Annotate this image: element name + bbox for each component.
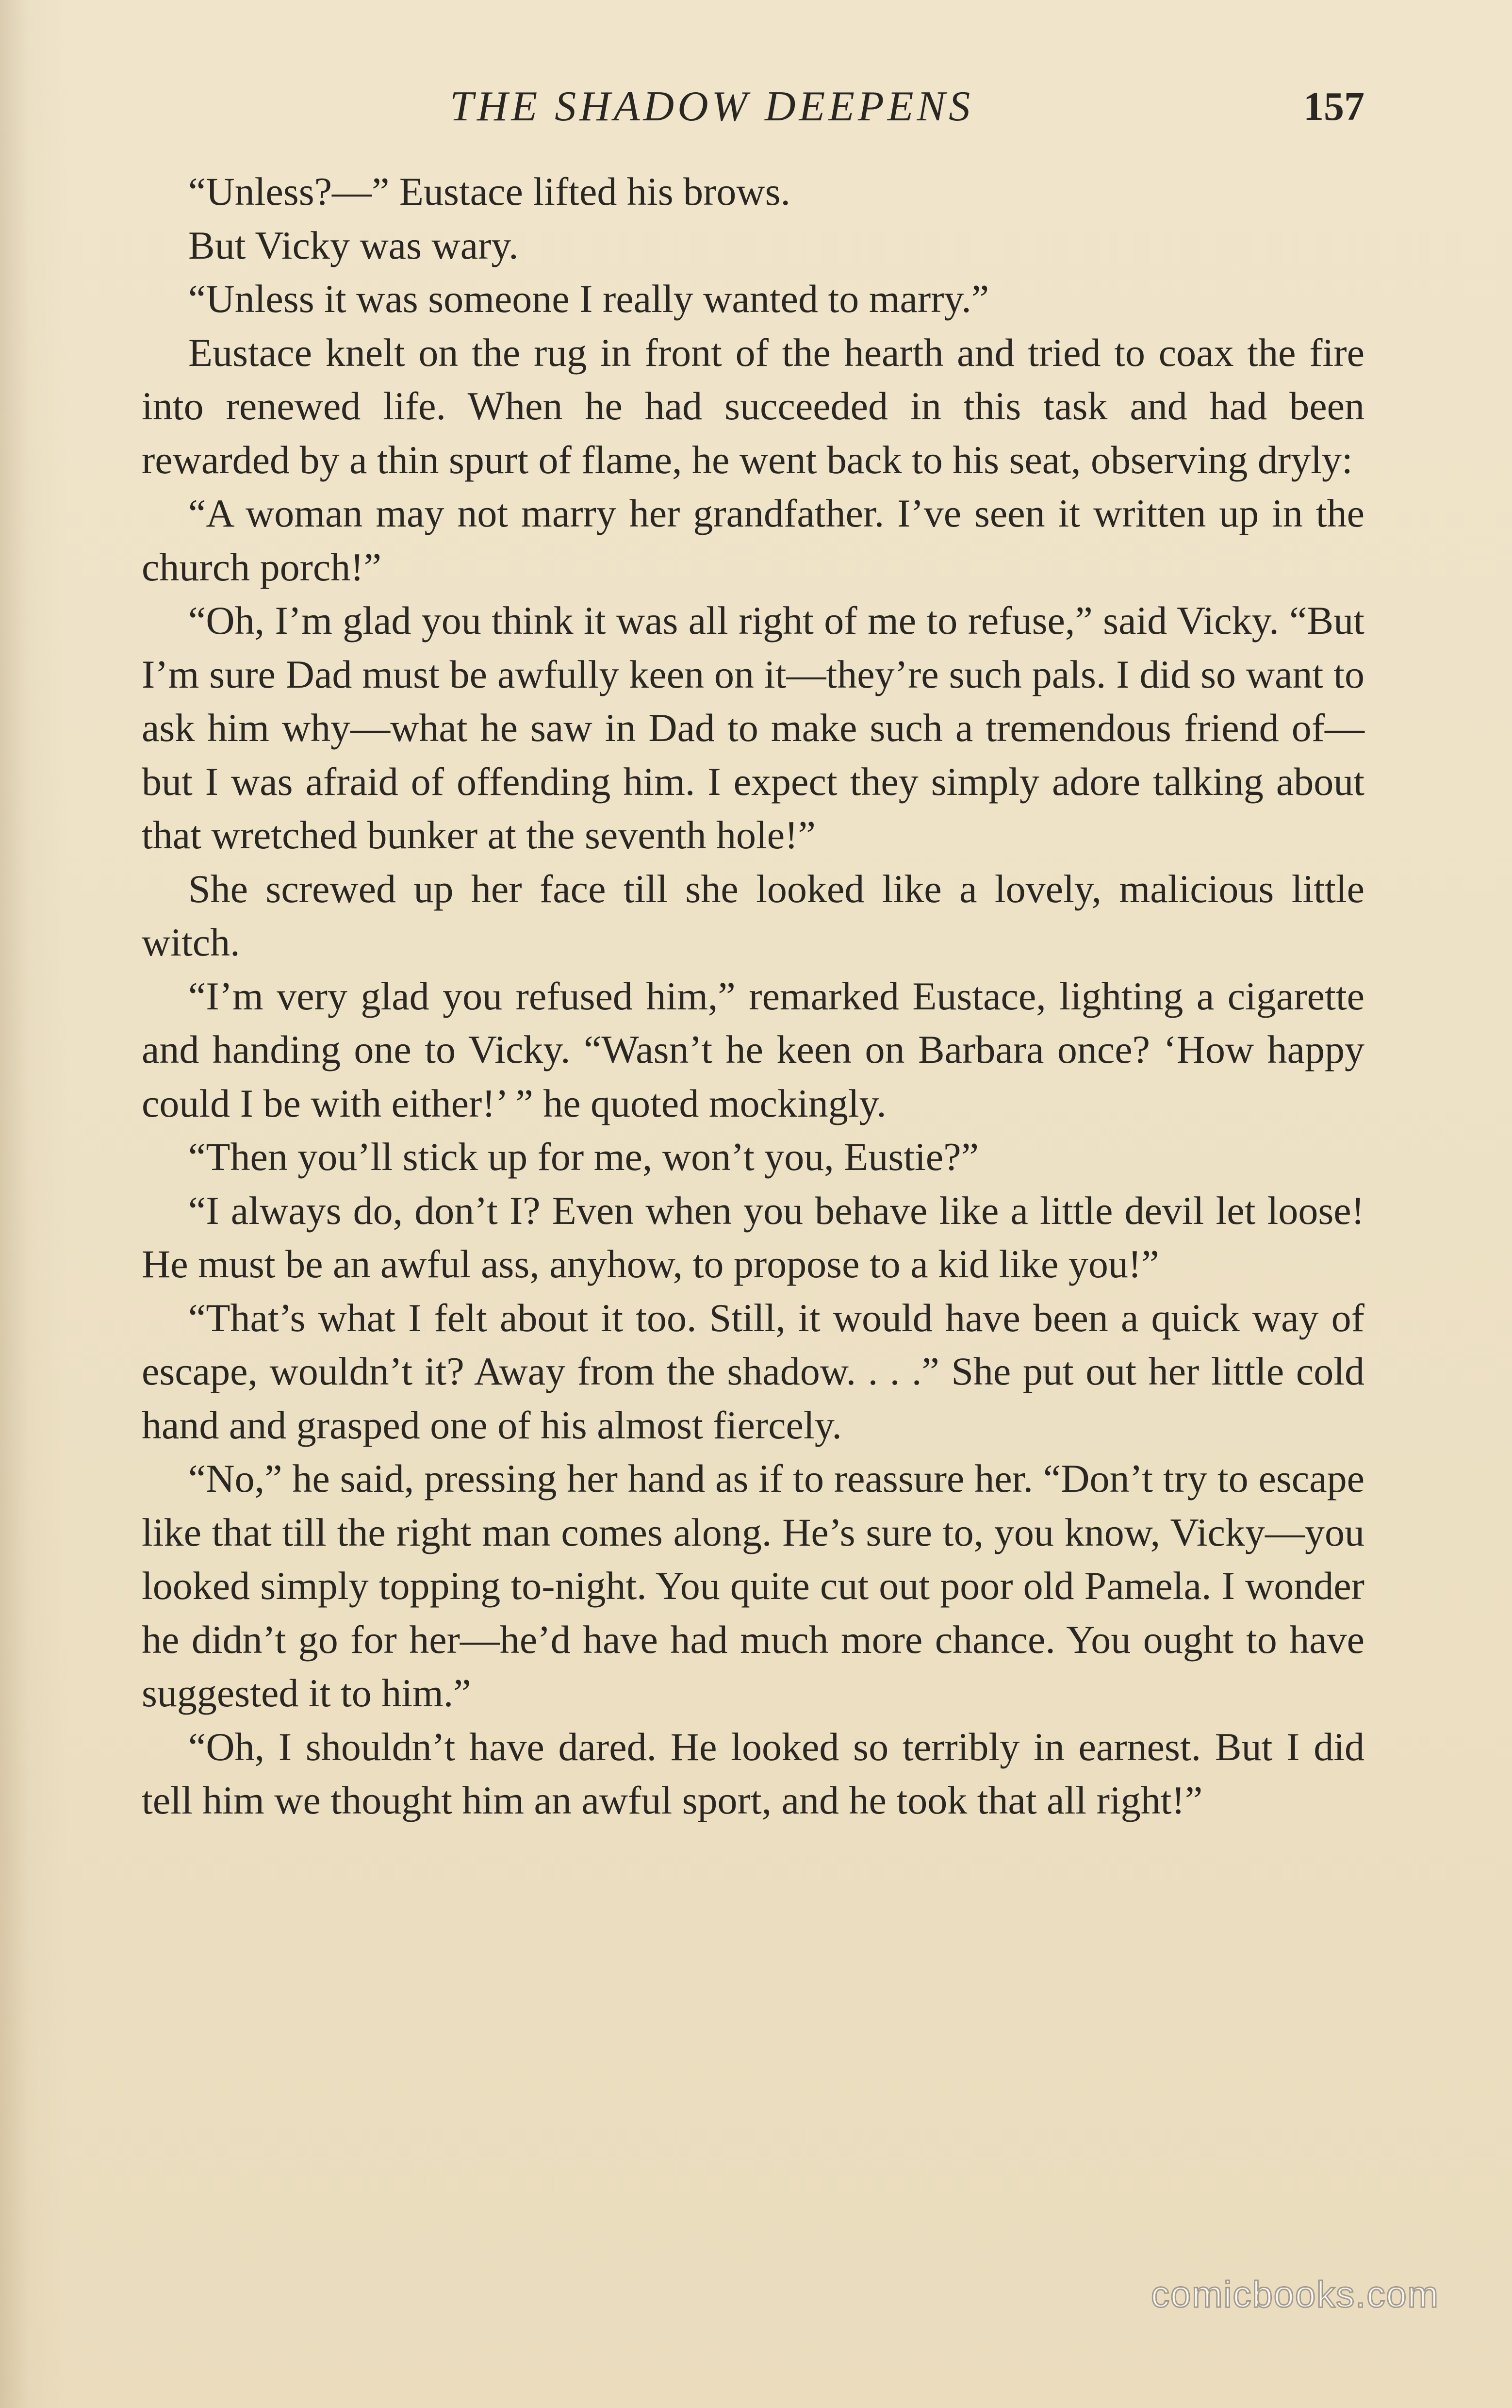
paragraph: But Vicky was wary. [188, 223, 519, 267]
watermark: comicbooks.com [1151, 2274, 1439, 2315]
paragraph: “No,” he said, pressing her hand as if to reassure her. “Don’t try to escape like that till the right man comes along. He’s sure to, you know, Vicky—you looked simply topping to-night. You quite cut out poor old Pamela. I wonder he didn’t go for her—he’d have had much more chance. You ought to have suggested it to him.” [142, 1456, 1364, 1715]
paragraph: “That’s what I felt about it too. Still, it would have been a quick way of escape, wouldn’t it? Away from the shadow. . . .” She put out her little cold hand and grasped one of his almost fiercely. [142, 1295, 1364, 1447]
paragraph: “Unless?—” Eustace lifted his brows. [188, 169, 791, 214]
paragraph: “I always do, don’t I? Even when you behave like a little devil let loose! He must be an awful ass, anyhow, to propose to a kid like you!” [142, 1188, 1364, 1286]
paragraph: “I’m very glad you refused him,” remarked Eustace, lighting a cigarette and handing one to Vicky. “Wasn’t he keen on Barbara once? ‘How happy could I be with either!’ ” he quoted mockingly. [142, 973, 1364, 1125]
running-head: THE SHADOW DEEPENS [450, 83, 974, 130]
paragraph: “Then you’ll stick up for me, won’t you, Eustie?” [188, 1135, 979, 1179]
paragraph: “Oh, I’m glad you think it was all right of me to refuse,” said Vicky. “But I’m sure Dad must be awfully keen on it—they’re such pals. I did so want to ask him why—what he saw in Dad to make such a tremendous friend of—but I was afraid of offending him. I expect they simply adore talking about that wretched bunker at the seventh hole!” [142, 598, 1364, 857]
body-text [142, 165, 1364, 1828]
paragraph: She screwed up her face till she looked like a lovely, malicious little witch. [142, 866, 1364, 964]
page-header [142, 78, 1364, 136]
paragraph: “A woman may not marry her grandfather. I’ve seen it written up in the church porch!” [142, 491, 1364, 589]
page-number: 157 [1303, 84, 1364, 129]
paragraph: “Oh, I shouldn’t have dared. He looked so terribly in earnest. But I did tell him we thought him an awful sport, and he took that all right!” [142, 1724, 1364, 1822]
paragraph: “Unless it was someone I really wanted to marry.” [188, 277, 989, 321]
paragraph: Eustace knelt on the rug in front of the hearth and tried to coax the fire into renewed life. When he had succeeded in this task and had been rewarded by a thin spurt of flame, he went back to his seat, observing dryly: [142, 330, 1364, 482]
